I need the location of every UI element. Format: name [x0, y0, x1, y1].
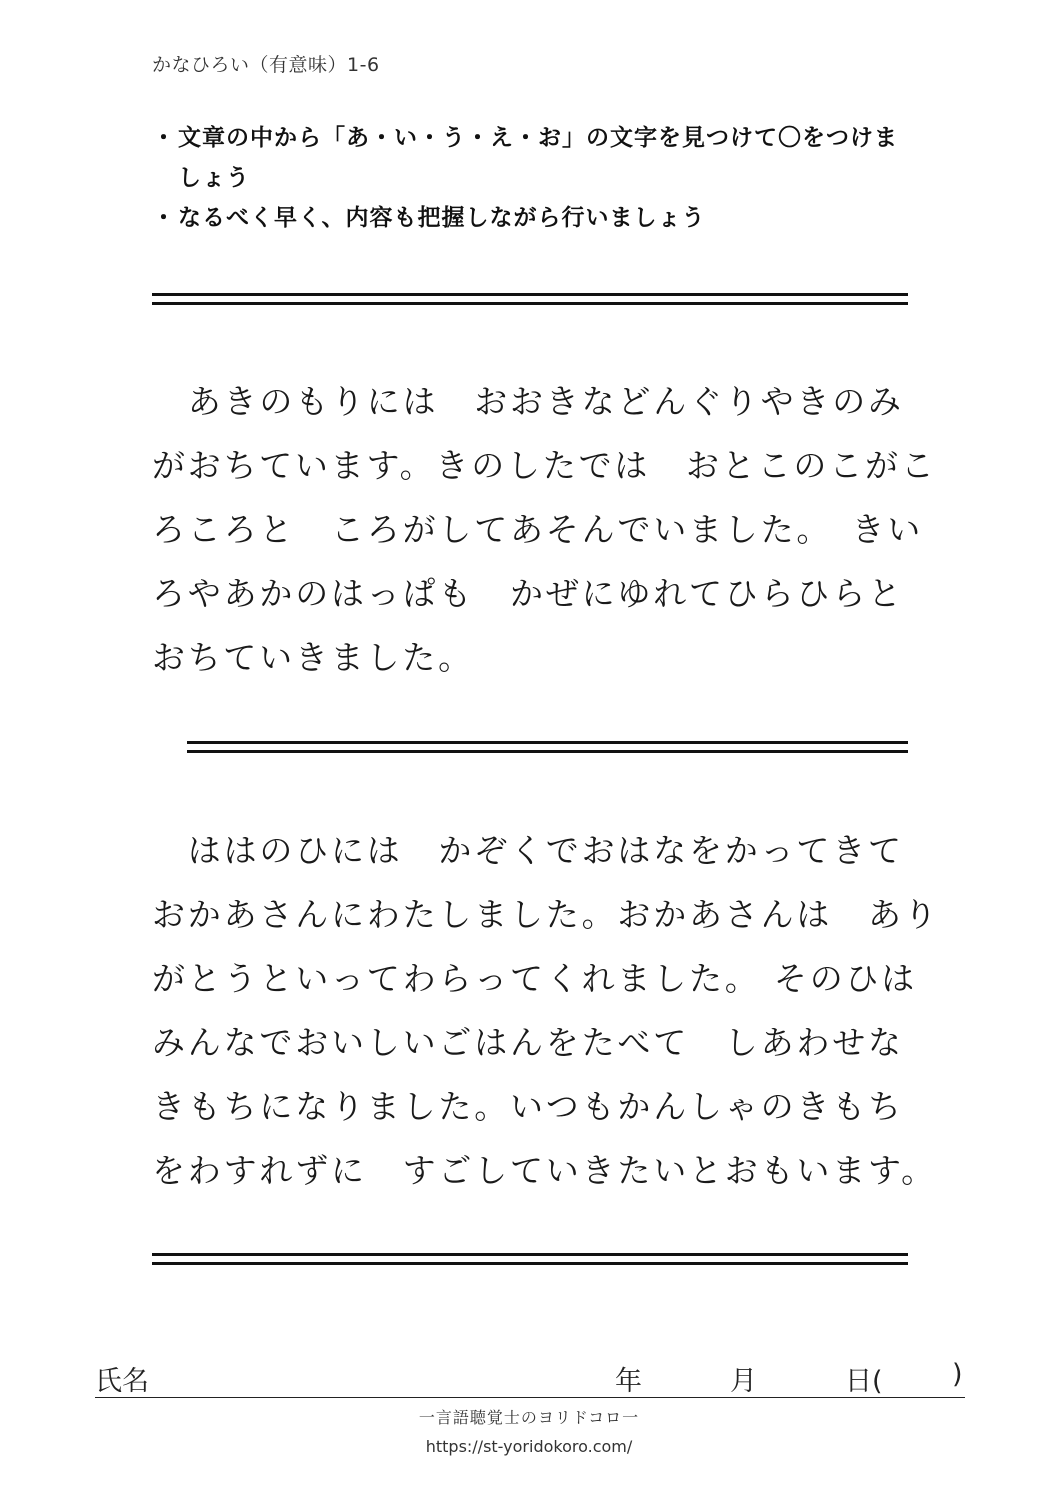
passage-line: きもちになりました。いつもかんしゃのきもち: [152, 1087, 904, 1126]
year-label: 年: [615, 1366, 642, 1397]
month-label: 月: [730, 1366, 757, 1397]
bullet: ・: [152, 205, 176, 231]
footer-url[interactable]: https://st-yoridokoro.com/: [425, 1437, 633, 1456]
double-divider: [152, 293, 908, 305]
reading-passage: [152, 819, 940, 1203]
instructions: [152, 118, 922, 238]
passage-line: あきのもりには おおきなどんぐりやきのみ: [152, 382, 904, 421]
instruction-line: なるべく早く、内容も把握しながら行いましょう: [178, 205, 706, 231]
instruction-item: [152, 118, 922, 198]
name-label: 氏名: [95, 1366, 149, 1397]
passage-line: をわすれずに すごしていきたいとおもいます。: [152, 1151, 937, 1190]
double-divider: [152, 1253, 908, 1265]
passage-line: おちていきました。: [152, 638, 474, 677]
double-divider: [187, 741, 908, 753]
worksheet-title: かなひろい（有意味）1-6: [152, 54, 380, 76]
reading-passage: [152, 370, 937, 690]
passage-line: おかあさんにわたしました。おかあさんは あり: [152, 895, 940, 934]
weekday-paren-close: ): [952, 1359, 963, 1390]
day-label: 日(: [845, 1366, 883, 1397]
passage-line: みんなでおいしいごはんをたべて しあわせな: [152, 1023, 904, 1062]
instruction-line: 文章の中から「あ・い・う・え・お」の文字を見つけて〇をつけま: [178, 125, 898, 151]
signature-line[interactable]: [95, 1357, 965, 1398]
instruction-line: しょう: [178, 165, 250, 191]
passage-line: がとうといってわらってくれました。 そのひは: [152, 959, 918, 998]
passage-line: ろやあかのはっぱも かぜにゆれてひらひらと: [152, 574, 904, 613]
passage-line: ろころと ころがしてあそんでいました。 きい: [152, 510, 924, 549]
footer-brand: 一言語聴覚士のヨリドコロ一: [418, 1408, 640, 1427]
instruction-item: [152, 198, 922, 238]
passage-line: がおちています。きのしたでは おとこのこがこ: [152, 446, 937, 485]
passage-line: ははのひには かぞくでおはなをかってきて: [152, 831, 904, 870]
bullet: ・: [152, 125, 176, 151]
